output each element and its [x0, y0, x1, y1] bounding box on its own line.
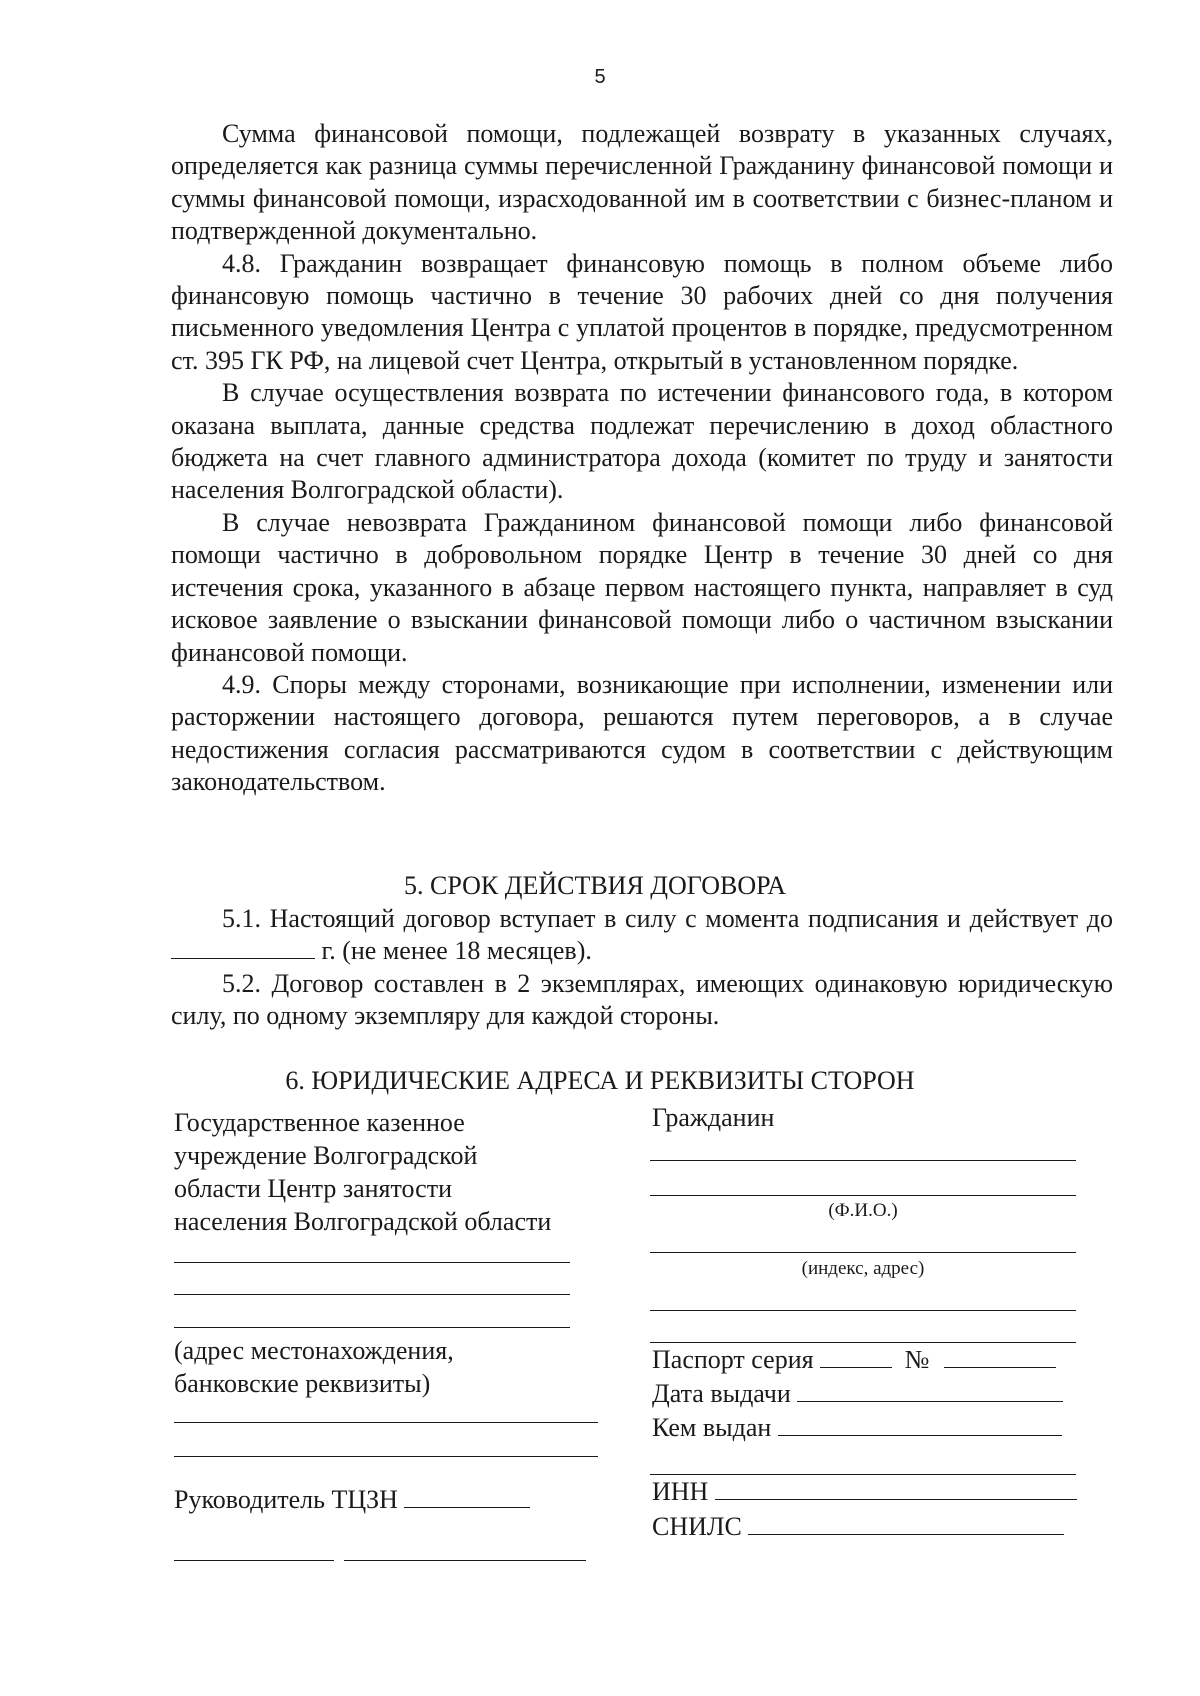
inn-row: [652, 1477, 1077, 1507]
center-name-line: области Центр занятости: [174, 1174, 452, 1203]
term-end-date-blank: [171, 936, 315, 959]
center-line: [174, 1294, 570, 1295]
center-line: [174, 1422, 598, 1423]
head-signature-blank: [404, 1487, 530, 1508]
center-name: [174, 1106, 614, 1238]
paragraph-refund-amount: Сумма финансовой помощи, подлежащей возврату в указанных случаях, определяется как разница суммы перечисленной Гражданину финансовой помощи и суммы финансовой помощи, израсходованной им в соответствии с бизнес-планом и подтвержденной документально.: [171, 119, 1113, 246]
center-head-signature: [174, 1485, 530, 1515]
inn-blank: [715, 1479, 1077, 1500]
section-6-heading: 6. ЮРИДИЧЕСКИЕ АДРЕСА И РЕКВИЗИТЫ СТОРОН: [285, 1066, 915, 1095]
center-line: [174, 1327, 570, 1328]
issue-date-blank: [797, 1381, 1063, 1402]
head-signature-line: [174, 1560, 334, 1561]
center-address-note: [174, 1334, 614, 1400]
passport-number-label: №: [904, 1345, 930, 1374]
paragraph-5-1: [171, 903, 1113, 968]
issued-by-row: [652, 1413, 1062, 1443]
paragraph-4-9: 4.9. Споры между сторонами, возникающие при исполнении, изменении или расторжении настоящего договора, решаются путем переговоров, а в случае недостижения согласия рассматриваются судом в соответствии с действующим законодательством.: [171, 669, 1113, 797]
citizen-line: [650, 1252, 1076, 1253]
citizen-line: [650, 1310, 1076, 1311]
passport-number-blank: [944, 1347, 1056, 1368]
issued-by-blank: [778, 1415, 1062, 1436]
snils-label: СНИЛС: [652, 1512, 742, 1541]
citizen-title: Гражданин: [652, 1103, 775, 1132]
address-caption: (индекс, адрес): [801, 1258, 925, 1279]
center-line: [174, 1262, 570, 1263]
section-4-body: [171, 118, 1113, 799]
page-number: 5: [594, 66, 606, 88]
head-label: Руководитель ТЦЗН: [174, 1485, 398, 1514]
head-name-line: [344, 1560, 586, 1561]
paragraph-4-8: 4.8. Гражданин возвращает финансовую помощь в полном объеме либо финансовую помощь частично в течение 30 рабочих дней со дня получения письменного уведомления Центра с уплатой процентов в порядке, предусмотренном ст. 395 ГК РФ, на лицевой счет Центра, открытый в установленном порядке.: [171, 248, 1113, 375]
section-5-heading: 5. СРОК ДЕЙСТВИЯ ДОГОВОРА: [403, 871, 786, 900]
citizen-line: [650, 1160, 1076, 1161]
paragraph-5-1-text: 5.1. Настоящий договор вступает в силу с момента подписания и действует до: [222, 904, 1113, 933]
citizen-line: [650, 1474, 1076, 1475]
address-note-line: (адрес местонахождения,: [174, 1336, 454, 1365]
citizen-line: [650, 1342, 1076, 1343]
fio-caption: (Ф.И.О.): [828, 1200, 898, 1221]
snils-row: [652, 1512, 1064, 1542]
citizen-line: [650, 1195, 1076, 1196]
inn-label: ИНН: [652, 1477, 709, 1506]
issued-by-label: Кем выдан: [652, 1413, 772, 1442]
center-line: [174, 1456, 598, 1457]
address-note-line: банковские реквизиты): [174, 1369, 431, 1398]
paragraph-5-2: 5.2. Договор составлен в 2 экземплярах, имеющих одинаковую юридическую силу, по одному экземпляру для каждой стороны.: [171, 968, 1113, 1031]
center-name-line: Государственное казенное: [174, 1108, 465, 1137]
paragraph-5-1-tail: г. (не менее 18 месяцев).: [321, 936, 592, 966]
paragraph-non-refund: В случае невозврата Гражданином финансовой помощи либо финансовой помощи частично в добровольном порядке Центр в течение 30 дней со дня истечения срока, указанного в абзаце первом настоящего пункта, направляет в суд исковое заявление о взыскании финансовой помощи либо о частичном взыскании финансовой помощи.: [171, 507, 1113, 667]
snils-blank: [748, 1514, 1064, 1535]
passport-series-label: Паспорт серия: [652, 1345, 814, 1374]
center-name-line: учреждение Волгоградской: [174, 1141, 478, 1170]
center-name-line: населения Волгоградской области: [174, 1207, 552, 1236]
issue-date-row: [652, 1379, 1063, 1409]
passport-series-blank: [820, 1347, 892, 1368]
passport-row: [652, 1345, 1056, 1375]
paragraph-refund-after-year: В случае осуществления возврата по истечении финансового года, в котором оказана выплата, данные средства подлежат перечислению в доход областного бюджета на счет главного администратора дохода (комитет по труду и занятости населения Волгоградской области).: [171, 378, 1113, 505]
issue-date-label: Дата выдачи: [652, 1379, 791, 1408]
section-5-body: [171, 903, 1113, 1033]
